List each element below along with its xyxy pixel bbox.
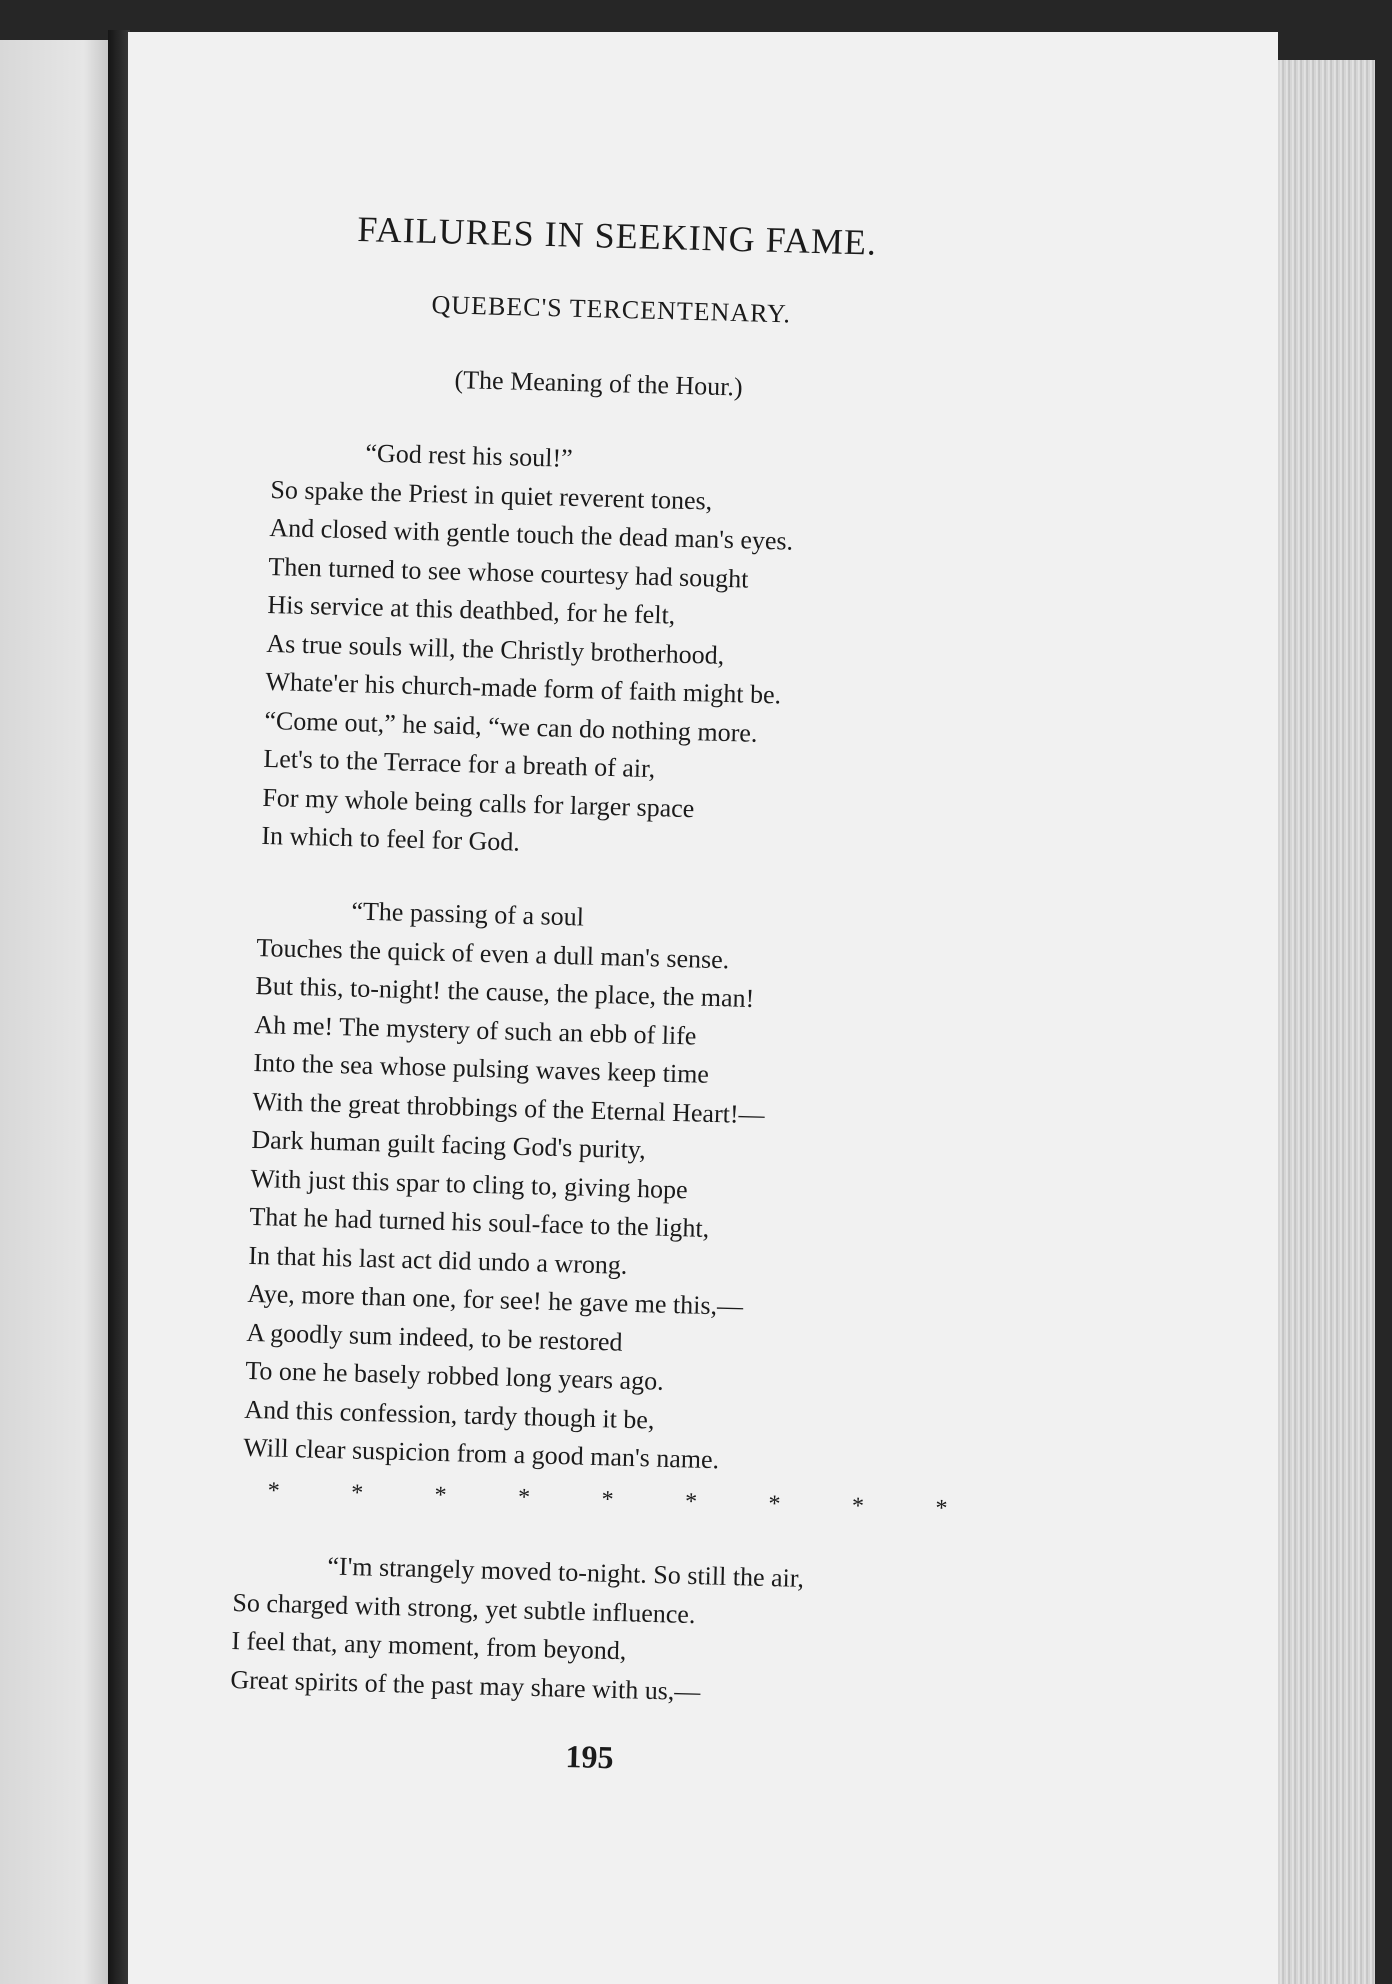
separator-asterisk: * [434, 1482, 447, 1509]
verse-line: Touches the quick of even a dull man's sense. [256, 932, 730, 974]
separator-asterisk: * [935, 1495, 948, 1522]
stanza-3 [230, 1545, 1054, 1720]
verse-line: Let's to the Terrace for a breath of air, [263, 743, 656, 784]
verse-line: And this confession, tardy though it be, [244, 1394, 655, 1435]
separator-asterisk: * [350, 1480, 364, 1507]
verse-line: Then turned to see whose courtesy had sought [268, 551, 749, 594]
book-gutter [108, 30, 130, 1984]
separator-asterisk: * [601, 1486, 614, 1514]
stanza-2 [243, 890, 1078, 1489]
verse-line: “Come out,” he said, “we can do nothing more. [264, 705, 758, 748]
separator-asterisk: * [851, 1493, 865, 1520]
verse-line: I feel that, any moment, from beyond, [231, 1625, 627, 1666]
stanza-1 [261, 432, 1092, 877]
separator-asterisk: * [517, 1484, 531, 1511]
verse-line: In that his last act did undo a wrong. [248, 1240, 628, 1280]
verse-line: And closed with gentle touch the dead man's eyes. [269, 512, 794, 556]
verse-line: In which to feel for God. [261, 820, 521, 857]
verse-line: To one he basely robbed long years ago. [245, 1355, 665, 1396]
verse-line: So charged with strong, yet subtle influence. [232, 1587, 696, 1629]
verse-line: Into the sea whose pulsing waves keep time [253, 1047, 710, 1089]
verse-line: A goodly sum indeed, to be restored [246, 1317, 623, 1357]
verse-line: Ah me! The mystery of such an ebb of life [254, 1009, 697, 1051]
verse-line: That he had turned his soul-face to the light, [249, 1201, 710, 1243]
separator-asterisk: * [684, 1488, 698, 1516]
verse-line: “I'm strangely moved to-night. So still the air, [327, 1551, 805, 1593]
verse-line: Dark human guilt facing God's purity, [251, 1124, 647, 1165]
poem-title: QUEBEC'S TERCENTENARY. [431, 290, 792, 329]
verse-line: For my whole being calls for larger space [262, 782, 695, 823]
verse-line: With just this spar to cling to, giving hope [250, 1163, 689, 1204]
verse-line: Whate'er his church-made form of faith might be. [265, 666, 782, 710]
verse-line: But this, to-night! the cause, the place, the man! [255, 970, 755, 1014]
verse-line: So spake the Priest in quiet reverent tones, [270, 474, 713, 516]
poem-caption: (The Meaning of the Hour.) [454, 365, 743, 402]
verse-line: As true souls will, the Christly brotherhood, [266, 628, 725, 670]
facing-page-edge [0, 40, 120, 1984]
verse-line: “God rest his soul!” [365, 438, 574, 473]
page-title: FAILURES IN SEEKING FAME. [356, 208, 878, 263]
page-number: 195 [565, 1738, 614, 1776]
verse-line: Great spirits of the past may share with us,— [230, 1664, 701, 1706]
verse-line: Aye, more than one, for see! he gave me this,— [247, 1278, 744, 1321]
verse-line: His service at this deathbed, for he felt, [267, 589, 676, 630]
verse-line: With the great throbbings of the Eternal Heart!— [252, 1086, 765, 1129]
separator-asterisk: * [267, 1478, 280, 1505]
separator-asterisk: * [768, 1491, 781, 1518]
verse-line: “The passing of a soul [351, 896, 585, 932]
verse-line: Will clear suspicion from a good man's name. [243, 1432, 720, 1475]
